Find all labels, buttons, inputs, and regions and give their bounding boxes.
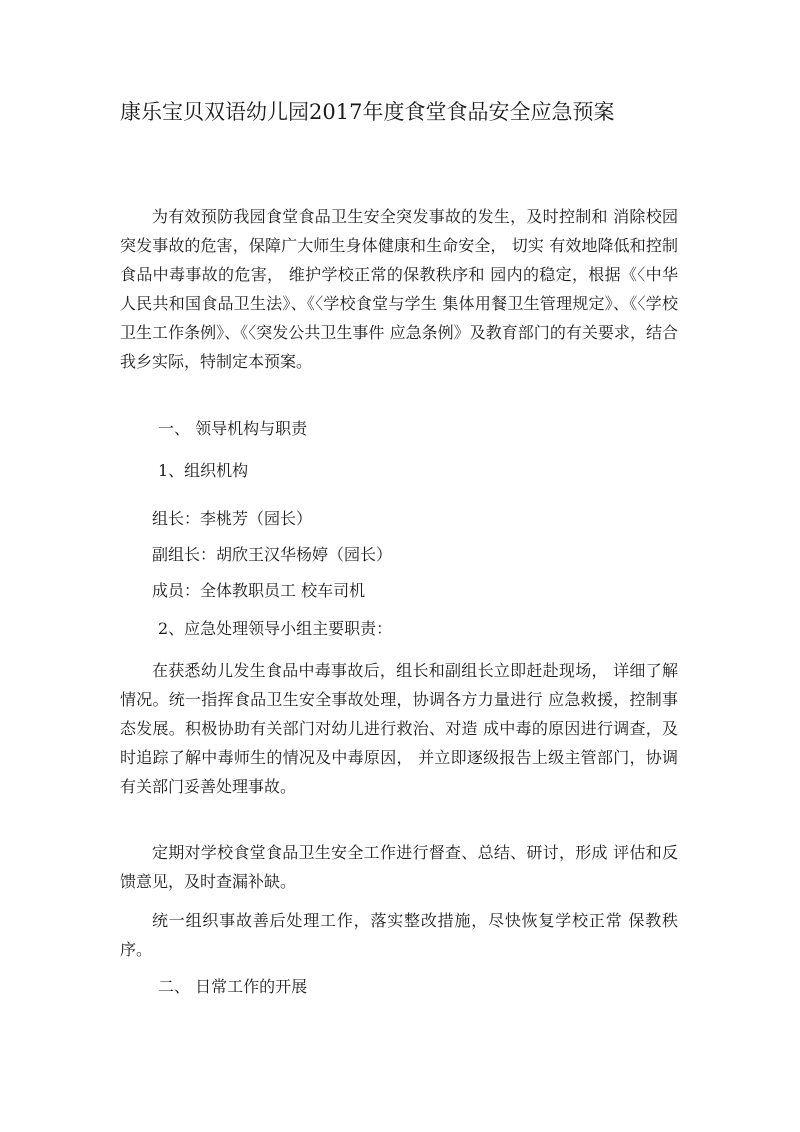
group-leader: 组长：李桃芳（园长）	[152, 509, 313, 528]
subsection2-heading: 2、应急处理领导小组主要职责：	[158, 619, 393, 638]
section1-heading: 一、 领导机构与职责	[158, 419, 308, 438]
duty-paragraph-2: 定期对学校食堂食品卫生安全工作进行督查、总结、研讨，形成 评估和反馈意见，及时查漏补缺。	[120, 843, 678, 891]
group-members: 成员：全体教职员工 校车司机	[152, 581, 366, 600]
duty-paragraph-1: 在获悉幼儿发生食品中毒事故后，组长和副组长立即赶赴现场， 详细了解情况。统一指挥食品卫生安全事故处理，协调各方力量进行 应急救援，控制事态发展。积极协助有关部门对幼儿进行救治、对造 成中毒的原因进行调查，及时追踪了解中毒师生的情况及中毒原因， 并立即逐级报告上级主管部门，协调有关部门妥善处理事故。	[120, 661, 678, 796]
duty-paragraph-3: 统一组织事故善后处理工作，落实整改措施，尽快恢复学校正常 保教秩序。	[120, 911, 678, 959]
intro-paragraph: 为有效预防我园食堂食品卫生安全突发事故的发生，及时控制和 消除校园突发事故的危害，保障广大师生身体健康和生命安全， 切实 有效地降低和控制食品中毒事故的危害， 维护学校正常的保教秩序和 园内的稳定，根据《〈中华人民共和国食品卫生法》、《〈学校食堂与学生 集体用餐卫生管理规定》、《〈学校卫生工作条例》、《〈突发公共卫生事件 应急条例》及教育部门的有关要求，结合我乡实际，特制定本预案。	[120, 207, 678, 371]
document-title: 康乐宝贝双语幼儿园2017年度食堂食品安全应急预案	[120, 100, 615, 124]
section2-heading: 二、 日常工作的开展	[158, 977, 308, 996]
deputy-leaders: 副组长：胡欣王汉华杨婷（园长）	[152, 545, 393, 564]
subsection1-heading: 1、组织机构	[158, 461, 249, 480]
